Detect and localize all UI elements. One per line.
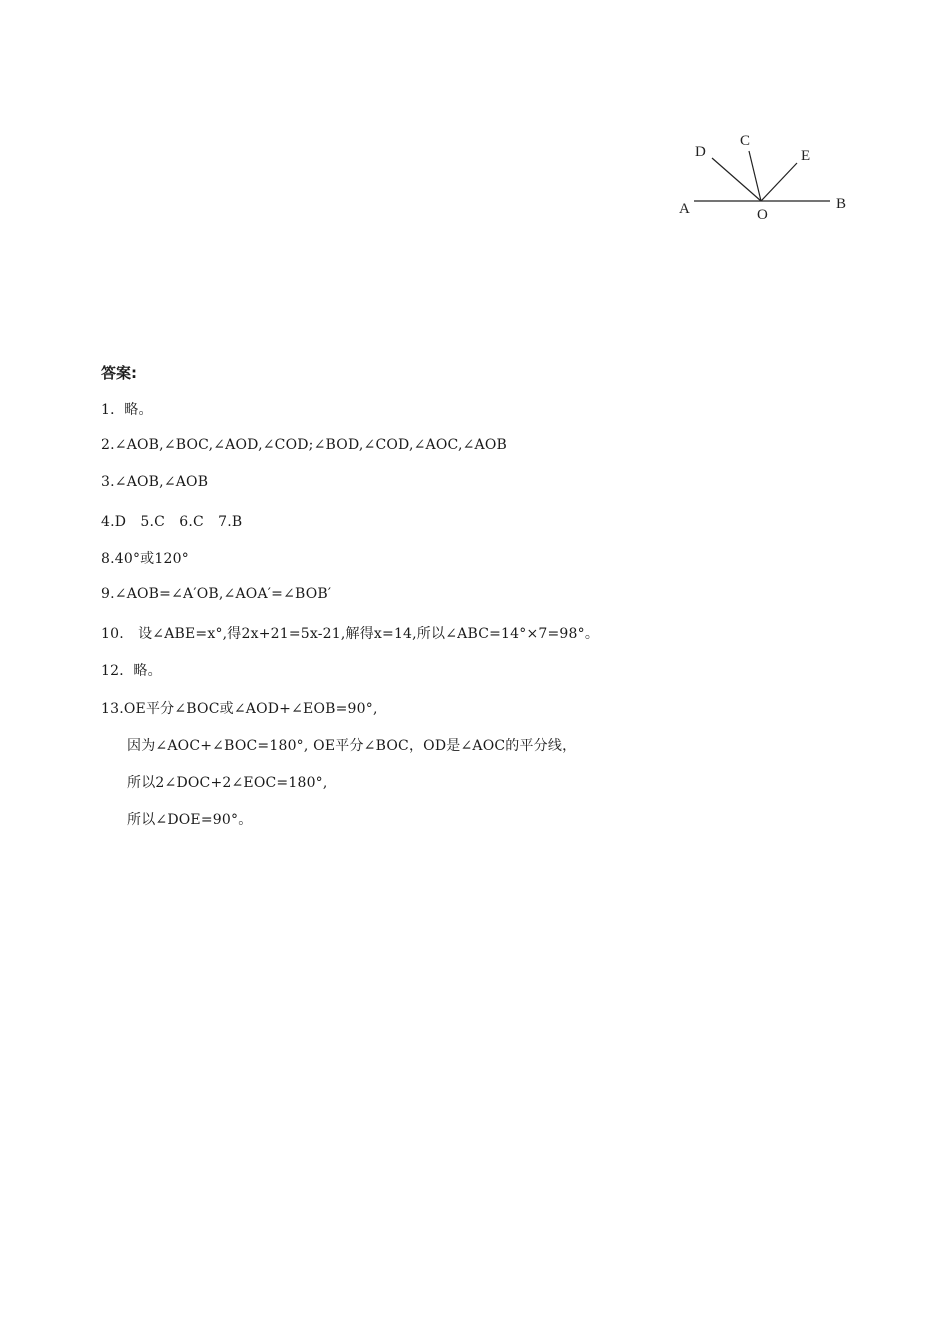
answer-line-10: 10. 设∠ABE=x°,得2x+21=5x-21,解得x=14,所以∠ABC=14°×7=98°。 — [101, 626, 600, 642]
angle-diagram-svg — [670, 125, 860, 235]
ray-od — [712, 158, 761, 201]
label-b: B — [836, 196, 847, 212]
proof-line-3: 所以∠DOE=90°。 — [127, 812, 253, 828]
label-a: A — [679, 201, 690, 217]
answer-line-4: 4.D 5.C 6.C 7.B — [101, 514, 243, 530]
answer-line-9: 9.∠AOB=∠A′OB,∠AOA′=∠BOB′ — [101, 586, 332, 602]
answer-line-8: 8.40°或120° — [101, 551, 189, 567]
proof-line-1: 因为∠AOC+∠BOC=180°, OE平分∠BOC，OD是∠AOC的平分线， — [127, 738, 577, 754]
label-o: O — [757, 207, 768, 223]
proof-line-2: 所以2∠DOC+2∠EOC=180°, — [127, 775, 328, 791]
answer-line-3: 3.∠AOB,∠AOB — [101, 474, 209, 490]
ray-oe — [761, 163, 797, 201]
answers-heading: 答案: — [101, 364, 137, 382]
answer-line-1: 1．略。 — [101, 402, 153, 418]
answer-line-2: 2.∠AOB,∠BOC,∠AOD,∠COD;∠BOD,∠COD,∠AOC,∠AOB — [101, 437, 508, 453]
label-c: C — [740, 133, 751, 149]
label-d: D — [695, 144, 706, 160]
ray-oc — [749, 151, 761, 201]
angle-figure — [670, 125, 860, 235]
label-e: E — [801, 148, 811, 164]
answer-line-13: 13.OE平分∠BOC或∠AOD+∠EOB=90°, — [101, 701, 378, 717]
answer-line-12: 12．略。 — [101, 663, 162, 679]
